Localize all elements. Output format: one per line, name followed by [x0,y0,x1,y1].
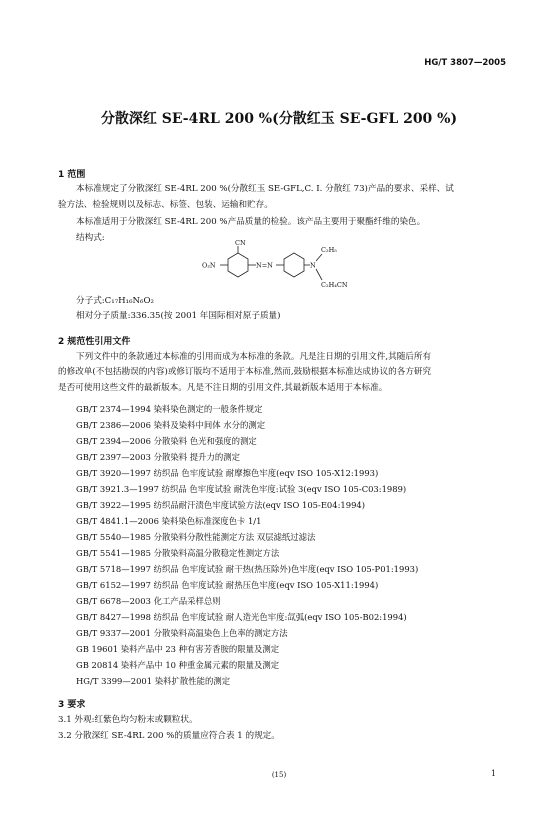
document-title: 分散深红 SE-4RL 200 %(分散红玉 SE-GFL 200 %) [100,111,458,127]
section-1-heading: 1 范围 [58,170,86,180]
reference-item: GB 19601 染料产品中 23 种有害芳香胺的限量及测定 [76,644,280,654]
molecular-formula: 分子式:C₁₇H₁₆N₆O₂ [76,296,154,306]
reference-item: GB/T 6152—1997 纺织品 色牢度试验 耐热压色牢度(eqv ISO 105-X11:1994) [76,580,379,590]
left-benzene-ring [228,253,248,277]
ethyl-label: C₂H₅ [321,246,337,254]
requirement-3-1: 3.1 外观:红紫色均匀粉末或颗粒状。 [58,715,198,725]
references-intro-line-3: 是否可使用这些文件的最新版本。凡是不注日期的引用文件,其最新版本适用于本标准。 [58,383,388,393]
references-intro-line-2: 的修改单(不包括勘误的内容)或修订版均不适用于本标准,然而,鼓励根据本标准达成协议的各方研究 [58,367,432,377]
reference-item: GB/T 4841.1—2006 染料染色标准深度色卡 1/1 [76,516,262,526]
cyano-label: CN [235,240,246,247]
reference-item: HG/T 3399—2001 染料扩散性能的测定 [76,676,231,686]
scope-paragraph-line-2: 验方法、检验规则以及标志、标签、包装、运输和贮存。 [58,200,273,210]
amine-nitrogen-label: N [310,261,316,270]
reference-item: GB/T 2394—2006 分散染料 色光和强度的测定 [76,436,257,446]
molecular-mass: 相对分子质量:336.35(按 2001 年国际相对原子质量) [76,311,281,321]
reference-item: GB/T 5718—1997 纺织品 色牢度试验 耐干热(热压除外)色牢度(eqv ISO 105-P01:1993) [76,564,419,574]
structural-formula-diagram [198,240,358,298]
nitro-label: O₂N [202,261,216,270]
section-2-heading: 2 规范性引用文件 [58,337,131,347]
scope-paragraph-2: 本标准适用于分散深红 SE-4RL 200 %产品质量的检验。该产品主要用于聚酯纤维的染色。 [76,217,426,227]
standard-code: HG/T 3807—2005 [424,58,506,68]
cyanoethyl-label: C₂H₄CN [321,281,348,289]
reference-item: GB/T 5540—1985 分散染料分散性能测定方法 双层滤纸过滤法 [76,532,316,542]
reference-item: GB/T 8427—1998 纺织品 色牢度试验 耐人造光色牢度:氙弧(eqv ISO 105-B02:1994) [76,612,407,622]
reference-item: GB/T 3920—1997 纺织品 色牢度试验 耐摩擦色牢度(eqv ISO 105-X12:1993) [76,468,379,478]
page-mark: (15) [271,771,287,779]
reference-item: GB/T 2397—2003 分散染料 提升力的测定 [76,452,240,462]
requirement-3-2: 3.2 分散深红 SE-4RL 200 %的质量应符合表 1 的规定。 [58,731,280,741]
scope-paragraph-line-1: 本标准规定了分散深红 SE-4RL 200 %(分散红玉 SE-GFL,C. I. 分散红 73)产品的要求、采样、试 [76,184,454,194]
reference-item: GB/T 3921.3—1997 纺织品 色牢度试验 耐洗色牢度:试验 3(eqv ISO 105-C03:1989) [76,484,407,494]
azo-label: N=N [256,261,273,270]
reference-item: GB/T 3922—1995 纺织品耐汗渍色牢度试验方法(eqv ISO 105-E04:1994) [76,500,365,510]
page-number: 1 [490,769,496,778]
reference-item: GB 20814 染料产品中 10 种重金属元素的限量及测定 [76,660,280,670]
reference-item: GB/T 9337—2001 分散染料高温染色上色率的测定方法 [76,628,288,638]
reference-item: GB/T 5541—1985 分散染料高温分散稳定性测定方法 [76,548,280,558]
section-3-heading: 3 要求 [58,700,86,710]
reference-item: GB/T 2386—2006 染料及染料中间体 水分的测定 [76,420,266,430]
reference-item: GB/T 6678—2003 化工产品采样总则 [76,596,221,606]
references-intro-line-1: 下列文件中的条款通过本标准的引用而成为本标准的条款。凡是注日期的引用文件,其随后所有 [76,352,432,362]
right-benzene-ring [284,253,304,277]
structure-label: 结构式: [76,233,105,243]
reference-item: GB/T 2374—1994 染料染色测定的一般条件规定 [76,404,263,414]
